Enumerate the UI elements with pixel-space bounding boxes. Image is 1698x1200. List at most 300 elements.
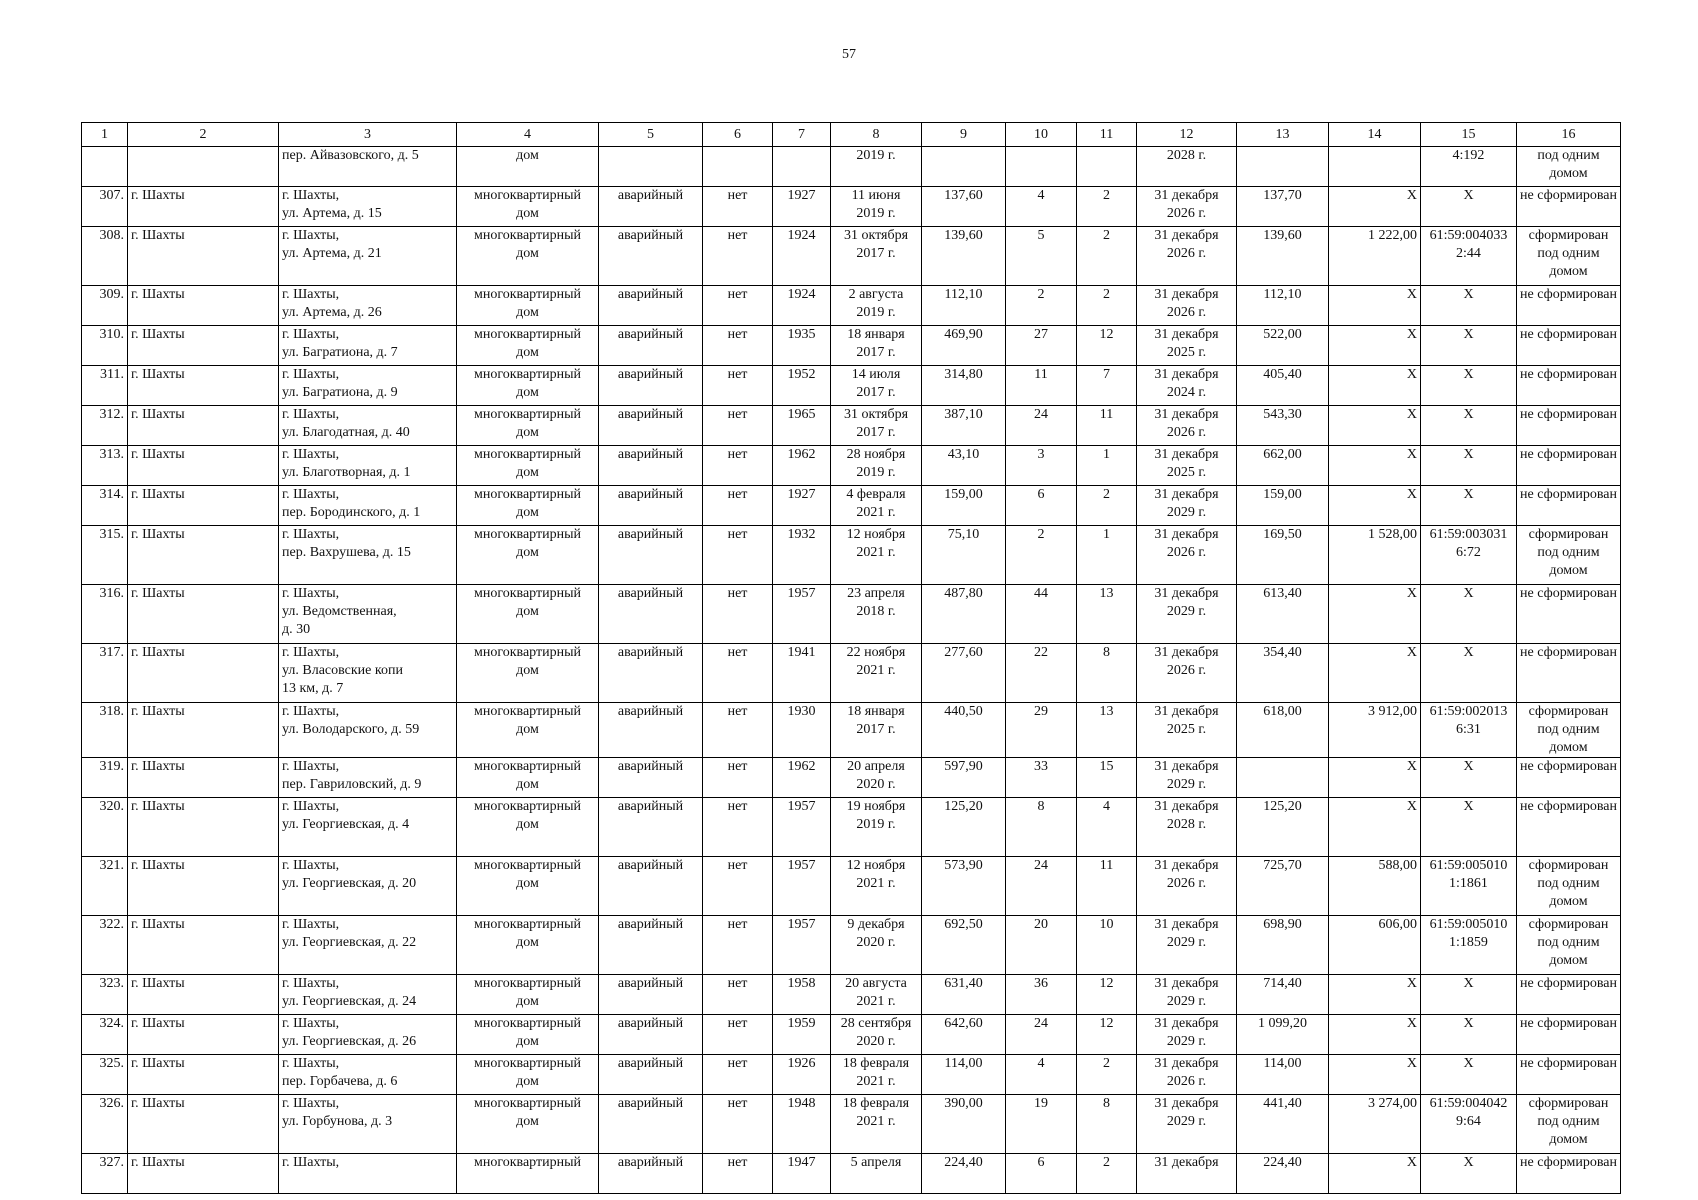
table-cell-col-2: г. Шахты xyxy=(128,1154,279,1194)
table-cell-col-6: нет xyxy=(703,1015,773,1055)
table-cell-col-13: 354,40 xyxy=(1237,644,1329,703)
column-header-6: 6 xyxy=(703,123,773,147)
table-cell-col-16: сформирован под одним домом xyxy=(1517,227,1621,286)
table-cell-col-5: аварийный xyxy=(599,227,703,286)
table-cell-col-9: 125,20 xyxy=(922,798,1006,857)
table-cell-col-10: 4 xyxy=(1006,1055,1077,1095)
column-header-11: 11 xyxy=(1077,123,1137,147)
table-cell-col-15: Х xyxy=(1421,798,1517,857)
table-cell-col-4: многоквартирный дом xyxy=(457,975,599,1015)
table-cell-col-4: многоквартирный дом xyxy=(457,526,599,585)
table-cell-col-9: 692,50 xyxy=(922,916,1006,975)
table-cell-col-1: 316. xyxy=(82,585,128,644)
table-row xyxy=(82,446,1621,486)
table-cell-col-11: 13 xyxy=(1077,585,1137,644)
table-cell-col-11: 11 xyxy=(1077,406,1137,446)
table-cell-col-12: 31 декабря 2026 г. xyxy=(1137,526,1237,585)
table-cell-col-8: 20 августа 2021 г. xyxy=(831,975,922,1015)
table-cell-col-1: 308. xyxy=(82,227,128,286)
table-cell-col-2: г. Шахты xyxy=(128,857,279,916)
table-cell-col-16: сформирован под одним домом xyxy=(1517,703,1621,758)
table-cell-col-14: 1 222,00 xyxy=(1329,227,1421,286)
table-row xyxy=(82,526,1621,585)
table-cell-col-14: 3 912,00 xyxy=(1329,703,1421,758)
table-cell-col-5: аварийный xyxy=(599,585,703,644)
table-cell-col-3: г. Шахты, xyxy=(279,1154,457,1194)
table-cell-col-9: 75,10 xyxy=(922,526,1006,585)
table-cell-col-2: г. Шахты xyxy=(128,326,279,366)
table-cell-col-13: 698,90 xyxy=(1237,916,1329,975)
table-cell-col-2: г. Шахты xyxy=(128,703,279,758)
table-cell-col-2: г. Шахты xyxy=(128,798,279,857)
table-cell-col-6: нет xyxy=(703,406,773,446)
table-cell-col-1: 322. xyxy=(82,916,128,975)
table-row xyxy=(82,585,1621,644)
column-header-12: 12 xyxy=(1137,123,1237,147)
table-cell-col-6: нет xyxy=(703,526,773,585)
table-cell-col-11: 12 xyxy=(1077,975,1137,1015)
table-cell-col-11: 8 xyxy=(1077,1095,1137,1154)
table-cell-col-9: 139,60 xyxy=(922,227,1006,286)
table-cell-col-15: 4:192 xyxy=(1421,147,1517,187)
table-cell-col-1: 320. xyxy=(82,798,128,857)
table-cell-col-14: Х xyxy=(1329,486,1421,526)
table-cell-col-4: многоквартирный дом xyxy=(457,1015,599,1055)
table-cell-col-5: аварийный xyxy=(599,406,703,446)
table-cell-col-10: 24 xyxy=(1006,1015,1077,1055)
table-cell-col-11: 1 xyxy=(1077,526,1137,585)
table-cell-col-8: 20 апреля 2020 г. xyxy=(831,758,922,798)
table-cell-col-13: 125,20 xyxy=(1237,798,1329,857)
table-cell-col-7: 1965 xyxy=(773,406,831,446)
table-row xyxy=(82,975,1621,1015)
table-cell-col-8: 28 сентября 2020 г. xyxy=(831,1015,922,1055)
table-cell-col-16: не сформирован xyxy=(1517,187,1621,227)
table-cell-col-12: 2028 г. xyxy=(1137,147,1237,187)
table-cell-col-8: 23 апреля 2018 г. xyxy=(831,585,922,644)
table-cell-col-9: 112,10 xyxy=(922,286,1006,326)
table-cell-col-14: Х xyxy=(1329,187,1421,227)
column-header-5: 5 xyxy=(599,123,703,147)
table-cell-col-5: аварийный xyxy=(599,446,703,486)
table-cell-col-1: 307. xyxy=(82,187,128,227)
table-cell-col-1: 310. xyxy=(82,326,128,366)
table-cell-col-4: многоквартирный дом xyxy=(457,758,599,798)
table-cell-col-13: 618,00 xyxy=(1237,703,1329,758)
table-row xyxy=(82,187,1621,227)
table-cell-col-13: 224,40 xyxy=(1237,1154,1329,1194)
table-cell-col-13: 169,50 xyxy=(1237,526,1329,585)
table-cell-col-3: г. Шахты, ул. Благодатная, д. 40 xyxy=(279,406,457,446)
table-cell-col-9: 642,60 xyxy=(922,1015,1006,1055)
table-cell-col-7: 1927 xyxy=(773,187,831,227)
table-cell-col-5: аварийный xyxy=(599,486,703,526)
table-cell-col-16: не сформирован xyxy=(1517,486,1621,526)
table-cell-col-1: 326. xyxy=(82,1095,128,1154)
table-cell-col-8: 12 ноября 2021 г. xyxy=(831,526,922,585)
table-cell-col-14: Х xyxy=(1329,758,1421,798)
table-cell-col-7: 1948 xyxy=(773,1095,831,1154)
table-cell-col-4: многоквартирный дом xyxy=(457,286,599,326)
table-cell-col-16: не сформирован xyxy=(1517,758,1621,798)
table-cell-col-5: аварийный xyxy=(599,187,703,227)
table-cell-col-5: аварийный xyxy=(599,975,703,1015)
table-cell-col-1: 327. xyxy=(82,1154,128,1194)
column-header-7: 7 xyxy=(773,123,831,147)
table-cell-col-5: аварийный xyxy=(599,286,703,326)
table-cell-col-11: 12 xyxy=(1077,1015,1137,1055)
table-cell-col-7: 1962 xyxy=(773,758,831,798)
table-cell-col-14: Х xyxy=(1329,326,1421,366)
table-cell-col-15: 61:59:002013 6:31 xyxy=(1421,703,1517,758)
table-cell-col-4: многоквартирный дом xyxy=(457,644,599,703)
table-cell-col-14: Х xyxy=(1329,585,1421,644)
table-cell-col-15: Х xyxy=(1421,644,1517,703)
table-cell-col-8: 9 декабря 2020 г. xyxy=(831,916,922,975)
table-cell-col-11: 2 xyxy=(1077,187,1137,227)
table-cell-col-6: нет xyxy=(703,227,773,286)
table-cell-col-4: многоквартирный дом xyxy=(457,486,599,526)
table-cell-col-4: многоквартирный дом xyxy=(457,446,599,486)
table-cell-col-9: 390,00 xyxy=(922,1095,1006,1154)
column-header-10: 10 xyxy=(1006,123,1077,147)
table-cell-col-3: г. Шахты, ул. Багратиона, д. 7 xyxy=(279,326,457,366)
table-cell-col-6: нет xyxy=(703,486,773,526)
table-cell-col-5: аварийный xyxy=(599,758,703,798)
table-cell-col-3: г. Шахты, ул. Ведомственная, д. 30 xyxy=(279,585,457,644)
table-cell-col-15: Х xyxy=(1421,286,1517,326)
table-cell-col-7: 1941 xyxy=(773,644,831,703)
table-row xyxy=(82,758,1621,798)
table-cell-col-2: г. Шахты xyxy=(128,286,279,326)
table-cell-col-14: Х xyxy=(1329,406,1421,446)
table-cell-col-10: 8 xyxy=(1006,798,1077,857)
table-cell-col-9: 137,60 xyxy=(922,187,1006,227)
table-row xyxy=(82,326,1621,366)
table-cell-col-6: нет xyxy=(703,798,773,857)
table-cell-col-14: 3 274,00 xyxy=(1329,1095,1421,1154)
table-row xyxy=(82,1095,1621,1154)
table-cell-col-9: 440,50 xyxy=(922,703,1006,758)
table-cell-col-14 xyxy=(1329,147,1421,187)
table-cell-col-4: дом xyxy=(457,147,599,187)
table-cell-col-10: 6 xyxy=(1006,1154,1077,1194)
table-cell-col-7: 1924 xyxy=(773,286,831,326)
table-cell-col-2: г. Шахты xyxy=(128,975,279,1015)
table-cell-col-6: нет xyxy=(703,187,773,227)
table-cell-col-11: 2 xyxy=(1077,1154,1137,1194)
table-cell-col-8: 12 ноября 2021 г. xyxy=(831,857,922,916)
table-row xyxy=(82,857,1621,916)
table-cell-col-6: нет xyxy=(703,1055,773,1095)
table-cell-col-9: 597,90 xyxy=(922,758,1006,798)
table-cell-col-12: 31 декабря 2029 г. xyxy=(1137,486,1237,526)
table-cell-col-5: аварийный xyxy=(599,1055,703,1095)
table-cell-col-8: 5 апреля xyxy=(831,1154,922,1194)
table-cell-col-10: 27 xyxy=(1006,326,1077,366)
table-cell-col-15: Х xyxy=(1421,758,1517,798)
table-cell-col-16: сформирован под одним домом xyxy=(1517,916,1621,975)
table-cell-col-14: Х xyxy=(1329,975,1421,1015)
table-cell-col-3: г. Шахты, ул. Власовские копи 13 км, д. 7 xyxy=(279,644,457,703)
table-cell-col-3: г. Шахты, ул. Володарского, д. 59 xyxy=(279,703,457,758)
table-cell-col-7: 1932 xyxy=(773,526,831,585)
table-cell-col-3: г. Шахты, ул. Георгиевская, д. 4 xyxy=(279,798,457,857)
table-cell-col-10 xyxy=(1006,147,1077,187)
table-cell-col-15: Х xyxy=(1421,446,1517,486)
table-cell-col-4: многоквартирный дом xyxy=(457,366,599,406)
table-row xyxy=(82,286,1621,326)
table-cell-col-9: 277,60 xyxy=(922,644,1006,703)
table-cell-col-11: 11 xyxy=(1077,857,1137,916)
table-cell-col-7: 1957 xyxy=(773,857,831,916)
table-cell-col-8: 18 января 2017 г. xyxy=(831,326,922,366)
table-cell-col-8: 31 октября 2017 г. xyxy=(831,406,922,446)
table-cell-col-7: 1958 xyxy=(773,975,831,1015)
table-cell-col-6: нет xyxy=(703,758,773,798)
table-cell-col-16: не сформирован xyxy=(1517,286,1621,326)
table-cell-col-1: 313. xyxy=(82,446,128,486)
table-cell-col-6 xyxy=(703,147,773,187)
table-row xyxy=(82,1055,1621,1095)
table-cell-col-2: г. Шахты xyxy=(128,366,279,406)
table-cell-col-3: г. Шахты, ул. Благотворная, д. 1 xyxy=(279,446,457,486)
table-cell-col-10: 4 xyxy=(1006,187,1077,227)
table-cell-col-15: 61:59:004042 9:64 xyxy=(1421,1095,1517,1154)
housing-registry-table xyxy=(81,122,1621,1194)
table-cell-col-16: не сформирован xyxy=(1517,975,1621,1015)
table-cell-col-9: 469,90 xyxy=(922,326,1006,366)
page-number: 57 xyxy=(842,47,856,62)
table-cell-col-6: нет xyxy=(703,446,773,486)
table-row xyxy=(82,798,1621,857)
table-cell-col-2: г. Шахты xyxy=(128,916,279,975)
table-cell-col-12: 31 декабря 2029 г. xyxy=(1137,585,1237,644)
table-cell-col-6: нет xyxy=(703,585,773,644)
table-cell-col-3: г. Шахты, пер. Бородинского, д. 1 xyxy=(279,486,457,526)
table-row xyxy=(82,147,1621,187)
table-cell-col-1: 315. xyxy=(82,526,128,585)
table-cell-col-13: 1 099,20 xyxy=(1237,1015,1329,1055)
table-row xyxy=(82,916,1621,975)
table-cell-col-15: Х xyxy=(1421,1015,1517,1055)
table-cell-col-14: Х xyxy=(1329,798,1421,857)
table-cell-col-15: 61:59:003031 6:72 xyxy=(1421,526,1517,585)
table-cell-col-15: Х xyxy=(1421,187,1517,227)
table-cell-col-4: многоквартирный xyxy=(457,1154,599,1194)
column-number-header xyxy=(82,123,1621,147)
table-row xyxy=(82,644,1621,703)
table-cell-col-8: 18 февраля 2021 г. xyxy=(831,1055,922,1095)
table-cell-col-4: многоквартирный дом xyxy=(457,585,599,644)
table-cell-col-1: 321. xyxy=(82,857,128,916)
table-cell-col-5 xyxy=(599,147,703,187)
table-row xyxy=(82,406,1621,446)
table-cell-col-7: 1957 xyxy=(773,916,831,975)
table-cell-col-13 xyxy=(1237,147,1329,187)
table-cell-col-3: г. Шахты, ул. Багратиона, д. 9 xyxy=(279,366,457,406)
table-cell-col-7 xyxy=(773,147,831,187)
table-cell-col-10: 6 xyxy=(1006,486,1077,526)
table-cell-col-7: 1957 xyxy=(773,585,831,644)
table-cell-col-16: не сформирован xyxy=(1517,1015,1621,1055)
table-cell-col-8: 18 февраля 2021 г. xyxy=(831,1095,922,1154)
table-cell-col-10: 29 xyxy=(1006,703,1077,758)
table-cell-col-15: Х xyxy=(1421,585,1517,644)
table-row xyxy=(82,486,1621,526)
table-cell-col-1: 311. xyxy=(82,366,128,406)
table-cell-col-9 xyxy=(922,147,1006,187)
table-cell-col-3: г. Шахты, пер. Горбачева, д. 6 xyxy=(279,1055,457,1095)
table-cell-col-2: г. Шахты xyxy=(128,526,279,585)
table-cell-col-15: Х xyxy=(1421,1154,1517,1194)
table-cell-col-3: г. Шахты, ул. Георгиевская, д. 26 xyxy=(279,1015,457,1055)
table-cell-col-3: г. Шахты, ул. Артема, д. 15 xyxy=(279,187,457,227)
table-cell-col-4: многоквартирный дом xyxy=(457,227,599,286)
table-cell-col-14: 606,00 xyxy=(1329,916,1421,975)
table-cell-col-8: 28 ноября 2019 г. xyxy=(831,446,922,486)
table-cell-col-7: 1930 xyxy=(773,703,831,758)
table-cell-col-7: 1952 xyxy=(773,366,831,406)
table-cell-col-4: многоквартирный дом xyxy=(457,703,599,758)
table-cell-col-12: 31 декабря 2026 г. xyxy=(1137,406,1237,446)
table-cell-col-11: 8 xyxy=(1077,644,1137,703)
table-cell-col-9: 114,00 xyxy=(922,1055,1006,1095)
table-cell-col-5: аварийный xyxy=(599,366,703,406)
table-cell-col-5: аварийный xyxy=(599,526,703,585)
table-cell-col-12: 31 декабря 2029 г. xyxy=(1137,1095,1237,1154)
table-cell-col-9: 573,90 xyxy=(922,857,1006,916)
table-cell-col-1: 309. xyxy=(82,286,128,326)
table-cell-col-12: 31 декабря 2026 г. xyxy=(1137,227,1237,286)
column-header-9: 9 xyxy=(922,123,1006,147)
table-cell-col-4: многоквартирный дом xyxy=(457,187,599,227)
table-cell-col-5: аварийный xyxy=(599,1095,703,1154)
table-cell-col-7: 1957 xyxy=(773,798,831,857)
table-cell-col-16: не сформирован xyxy=(1517,446,1621,486)
table-cell-col-1: 312. xyxy=(82,406,128,446)
table-cell-col-15: Х xyxy=(1421,1055,1517,1095)
table-cell-col-3: г. Шахты, пер. Вахрушева, д. 15 xyxy=(279,526,457,585)
table-cell-col-13: 112,10 xyxy=(1237,286,1329,326)
table-cell-col-2: г. Шахты xyxy=(128,1095,279,1154)
table-cell-col-10: 36 xyxy=(1006,975,1077,1015)
table-cell-col-2: г. Шахты xyxy=(128,446,279,486)
table-cell-col-14: Х xyxy=(1329,446,1421,486)
column-header-1: 1 xyxy=(82,123,128,147)
table-cell-col-2: г. Шахты xyxy=(128,1015,279,1055)
table-cell-col-11: 12 xyxy=(1077,326,1137,366)
table-cell-col-9: 387,10 xyxy=(922,406,1006,446)
table-row xyxy=(82,1154,1621,1194)
table-cell-col-12: 31 декабря 2025 г. xyxy=(1137,446,1237,486)
table-cell-col-14: Х xyxy=(1329,1154,1421,1194)
table-cell-col-2: г. Шахты xyxy=(128,227,279,286)
table-cell-col-10: 44 xyxy=(1006,585,1077,644)
table-cell-col-12: 31 декабря 2026 г. xyxy=(1137,644,1237,703)
table-cell-col-6: нет xyxy=(703,286,773,326)
table-cell-col-3: г. Шахты, пер. Гавриловский, д. 9 xyxy=(279,758,457,798)
table-cell-col-13: 441,40 xyxy=(1237,1095,1329,1154)
table-cell-col-5: аварийный xyxy=(599,798,703,857)
table-cell-col-1: 324. xyxy=(82,1015,128,1055)
table-cell-col-11: 2 xyxy=(1077,286,1137,326)
table-cell-col-13: 543,30 xyxy=(1237,406,1329,446)
table-cell-col-6: нет xyxy=(703,1154,773,1194)
table-cell-col-1: 314. xyxy=(82,486,128,526)
table-cell-col-2 xyxy=(128,147,279,187)
table-cell-col-13: 522,00 xyxy=(1237,326,1329,366)
table-cell-col-10: 11 xyxy=(1006,366,1077,406)
table-cell-col-16: не сформирован xyxy=(1517,798,1621,857)
table-cell-col-12: 31 декабря 2026 г. xyxy=(1137,1055,1237,1095)
table-cell-col-13: 405,40 xyxy=(1237,366,1329,406)
table-row xyxy=(82,703,1621,758)
table-cell-col-11 xyxy=(1077,147,1137,187)
table-cell-col-12: 31 декабря 2024 г. xyxy=(1137,366,1237,406)
table-cell-col-16: не сформирован xyxy=(1517,644,1621,703)
table-cell-col-2: г. Шахты xyxy=(128,585,279,644)
table-cell-col-7: 1927 xyxy=(773,486,831,526)
table-cell-col-7: 1959 xyxy=(773,1015,831,1055)
table-cell-col-15: Х xyxy=(1421,366,1517,406)
table-cell-col-6: нет xyxy=(703,857,773,916)
table-cell-col-15: Х xyxy=(1421,975,1517,1015)
table-cell-col-6: нет xyxy=(703,366,773,406)
table-cell-col-2: г. Шахты xyxy=(128,406,279,446)
table-cell-col-13: 114,00 xyxy=(1237,1055,1329,1095)
table-cell-col-11: 2 xyxy=(1077,486,1137,526)
table-cell-col-10: 24 xyxy=(1006,857,1077,916)
table-cell-col-14: Х xyxy=(1329,366,1421,406)
table-cell-col-5: аварийный xyxy=(599,326,703,366)
table-cell-col-16: не сформирован xyxy=(1517,326,1621,366)
table-cell-col-10: 19 xyxy=(1006,1095,1077,1154)
table-cell-col-15: Х xyxy=(1421,486,1517,526)
table-cell-col-8: 31 октября 2017 г. xyxy=(831,227,922,286)
table-cell-col-12: 31 декабря 2028 г. xyxy=(1137,798,1237,857)
table-cell-col-14: Х xyxy=(1329,286,1421,326)
column-header-2: 2 xyxy=(128,123,279,147)
table-cell-col-8: 2019 г. xyxy=(831,147,922,187)
table-cell-col-12: 31 декабря 2026 г. xyxy=(1137,857,1237,916)
table-cell-col-1: 323. xyxy=(82,975,128,1015)
table-cell-col-3: г. Шахты, ул. Георгиевская, д. 24 xyxy=(279,975,457,1015)
table-cell-col-4: многоквартирный дом xyxy=(457,406,599,446)
table-cell-col-11: 15 xyxy=(1077,758,1137,798)
table-cell-col-13: 139,60 xyxy=(1237,227,1329,286)
table-cell-col-4: многоквартирный дом xyxy=(457,1095,599,1154)
column-header-15: 15 xyxy=(1421,123,1517,147)
table-cell-col-16: не сформирован xyxy=(1517,585,1621,644)
table-cell-col-8: 19 ноября 2019 г. xyxy=(831,798,922,857)
table-cell-col-5: аварийный xyxy=(599,644,703,703)
table-cell-col-3: пер. Айвазовского, д. 5 xyxy=(279,147,457,187)
table-cell-col-8: 18 января 2017 г. xyxy=(831,703,922,758)
table-cell-col-10: 33 xyxy=(1006,758,1077,798)
table-cell-col-8: 11 июня 2019 г. xyxy=(831,187,922,227)
table-cell-col-16: под одним домом xyxy=(1517,147,1621,187)
table-cell-col-11: 2 xyxy=(1077,1055,1137,1095)
table-cell-col-5: аварийный xyxy=(599,916,703,975)
table-cell-col-15: 61:59:004033 2:44 xyxy=(1421,227,1517,286)
table-cell-col-8: 2 августа 2019 г. xyxy=(831,286,922,326)
table-cell-col-11: 10 xyxy=(1077,916,1137,975)
table-cell-col-4: многоквартирный дом xyxy=(457,1055,599,1095)
table-cell-col-10: 20 xyxy=(1006,916,1077,975)
table-cell-col-2: г. Шахты xyxy=(128,758,279,798)
table-cell-col-10: 24 xyxy=(1006,406,1077,446)
